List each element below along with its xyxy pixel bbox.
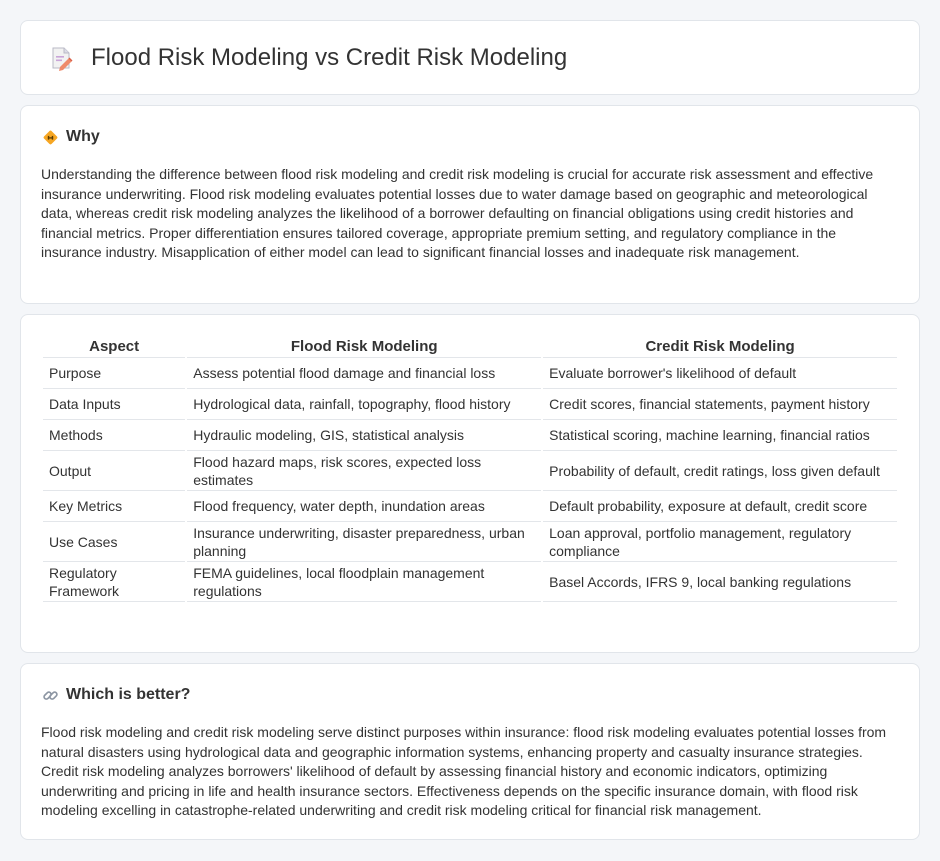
page-title: Flood Risk Modeling vs Credit Risk Modeling (91, 43, 568, 71)
table-cell-aspect: Data Inputs (43, 389, 185, 420)
table-cell-aspect: Purpose (43, 358, 185, 389)
table-cell-flood: Flood frequency, water depth, inundation areas (187, 491, 541, 522)
which-is-better-section (20, 663, 920, 840)
table-cell-flood: Hydrological data, rainfall, topography, flood history (187, 389, 541, 420)
table-cell-credit: Loan approval, portfolio management, regulatory compliance (543, 522, 897, 562)
table-cell-credit: Probability of default, credit ratings, loss given default (543, 451, 897, 491)
document-pen-icon (45, 42, 77, 74)
column-header-flood: Flood Risk Modeling (187, 336, 541, 358)
table-cell-aspect: Methods (43, 420, 185, 451)
table-cell-aspect: Key Metrics (43, 491, 185, 522)
table-cell-credit: Credit scores, financial statements, payment history (543, 389, 897, 420)
table-cell-flood: Hydraulic modeling, GIS, statistical analysis (187, 420, 541, 451)
table-row (43, 491, 897, 522)
why-paragraph: Understanding the difference between flood risk modeling and credit risk modeling is crucial for accurate risk assessment and effective insurance underwriting. Flood risk modeling evaluates potential losses due to water damage based on geographic and meteorological data, whereas credit risk modeling analyzes the likelihood of a borrower defaulting on financial obligations using credit histories and financial metrics. Proper differentiation ensures tailored coverage, appropriate premium setting, and regulatory compliance in the insurance industry. Misapplication of either model can lead to significant financial losses and inadequate risk management. (41, 166, 874, 260)
comparison-table (41, 336, 899, 602)
table-row (43, 522, 897, 562)
column-header-credit: Credit Risk Modeling (543, 336, 897, 358)
table-cell-credit: Statistical scoring, machine learning, financial ratios (543, 420, 897, 451)
better-paragraph: Flood risk modeling and credit risk modeling serve distinct purposes within insurance: flood risk modeling evaluates potential losses from natural disasters using hydrological data and geographic information systems, enhancing property and casualty insurance strategies. Credit risk modeling analyzes borrowers' likelihood of default by assessing financial history and economic indicators, optimizing underwriting and pricing in life and health insurance sectors. Effectiveness depends on the specific insurance domain, with flood risk modeling excelling in catastrophe-related underwriting and credit risk modeling critical for financial risk management. (41, 724, 887, 818)
better-heading: Which is better? (66, 686, 191, 703)
comparison-table-card (20, 314, 920, 653)
table-cell-aspect: Use Cases (43, 522, 185, 562)
table-cell-credit: Basel Accords, IFRS 9, local banking regulations (543, 562, 897, 602)
why-section (20, 105, 920, 304)
title-card (20, 20, 920, 95)
better-header (41, 686, 899, 704)
diamond-sign-icon (41, 128, 59, 146)
table-row (43, 451, 897, 491)
table-cell-aspect: Regulatory Framework (43, 562, 185, 602)
table-row (43, 389, 897, 420)
table-row (43, 358, 897, 389)
table-cell-flood: Assess potential flood damage and financial loss (187, 358, 541, 389)
table-cell-credit: Default probability, exposure at default, credit score (543, 491, 897, 522)
table-header-row (43, 336, 897, 358)
table-cell-flood: Insurance underwriting, disaster preparedness, urban planning (187, 522, 541, 562)
why-header (41, 128, 899, 146)
table-cell-flood: Flood hazard maps, risk scores, expected loss estimates (187, 451, 541, 491)
table-row (43, 420, 897, 451)
column-header-aspect: Aspect (43, 336, 185, 358)
table-row (43, 562, 897, 602)
link-icon (41, 686, 59, 704)
table-cell-aspect: Output (43, 451, 185, 491)
table-cell-flood: FEMA guidelines, local floodplain management regulations (187, 562, 541, 602)
table-cell-credit: Evaluate borrower's likelihood of default (543, 358, 897, 389)
why-heading: Why (66, 128, 100, 145)
